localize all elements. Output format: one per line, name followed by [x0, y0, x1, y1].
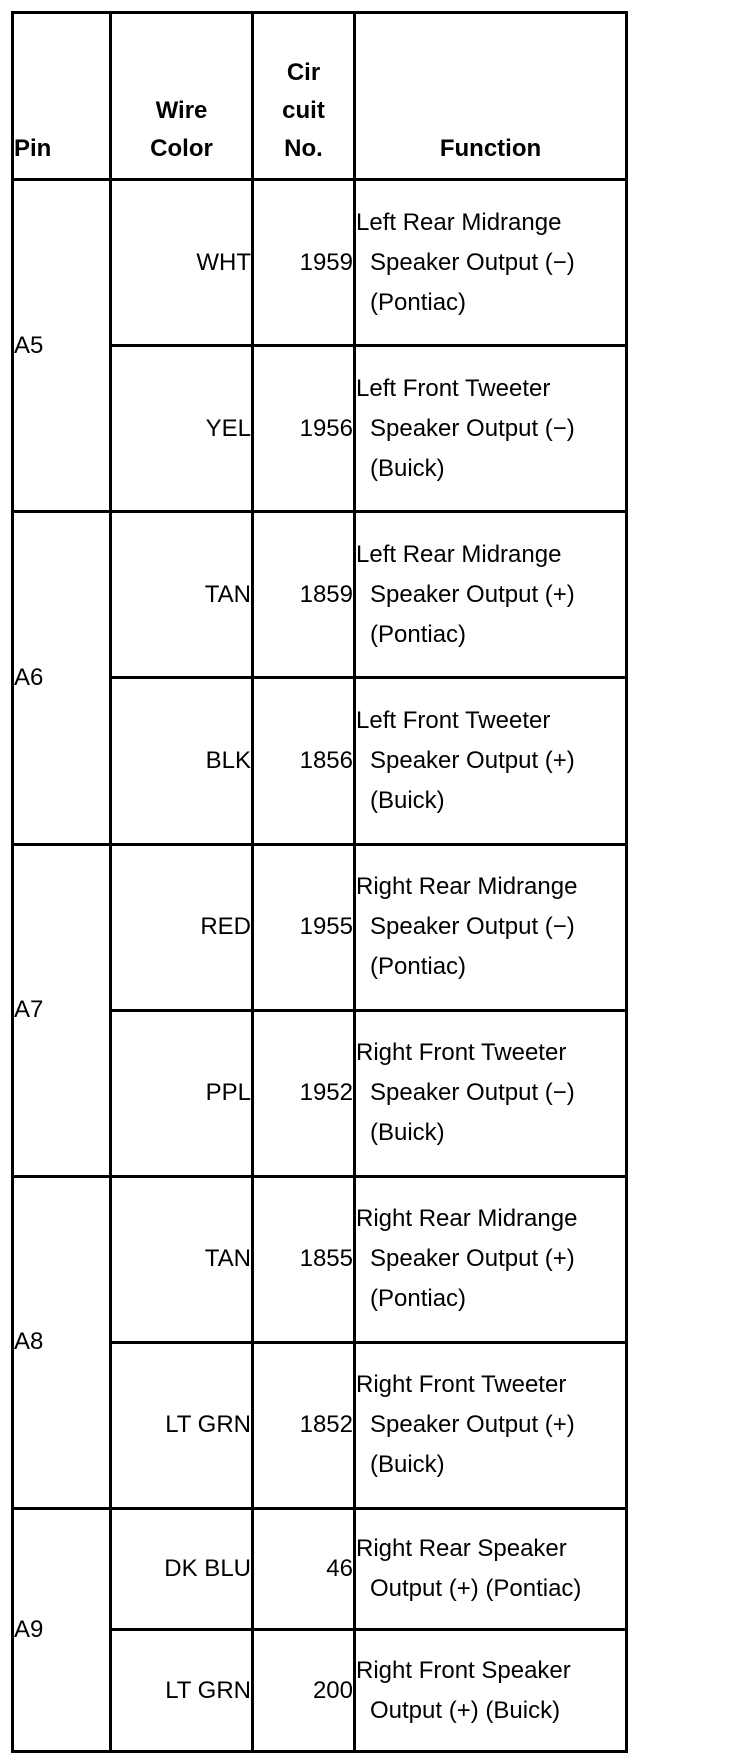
function-line: Speaker Output (−)	[370, 1079, 575, 1107]
function-line: Speaker Output (+)	[370, 580, 575, 608]
header-circuit-line: No.	[284, 135, 323, 162]
circuit-number-cell: 1956	[253, 346, 355, 512]
function-line: (Pontiac)	[370, 288, 467, 316]
function-line: Speaker Output (+)	[370, 1245, 575, 1273]
wire-color-cell: YEL	[111, 346, 253, 512]
table-row	[13, 512, 627, 678]
function-cell	[355, 180, 627, 346]
header-pin: Pin	[13, 13, 111, 180]
header-circuit-line: cuit	[282, 97, 325, 124]
function-cell	[355, 844, 627, 1010]
function-line: Speaker Output (−)	[370, 913, 575, 941]
function-cell	[355, 512, 627, 678]
wire-color-cell: PPL	[111, 1010, 253, 1176]
pin-cell: A8	[13, 1176, 111, 1508]
circuit-number-cell: 46	[253, 1509, 355, 1630]
circuit-number-cell: 1955	[253, 844, 355, 1010]
function-cell	[355, 346, 627, 512]
function-line: (Pontiac)	[370, 1285, 467, 1313]
function-line: Speaker Output (−)	[370, 414, 575, 442]
circuit-number-cell: 1959	[253, 180, 355, 346]
function-line: Right Rear Speaker	[356, 1535, 567, 1563]
circuit-number-cell: 1859	[253, 512, 355, 678]
function-line: Right Rear Midrange	[356, 873, 578, 901]
table-row	[13, 1176, 627, 1342]
table-body	[13, 180, 627, 1752]
function-cell	[355, 1342, 627, 1508]
function-line: Speaker Output (−)	[370, 248, 575, 276]
wire-color-cell: TAN	[111, 512, 253, 678]
function-line: Left Rear Midrange	[356, 208, 562, 236]
function-line: (Pontiac)	[370, 953, 467, 981]
header-wire-color-line: Color	[150, 135, 213, 162]
header-wire-color-line: Wire	[155, 97, 208, 124]
function-line: Right Front Tweeter	[356, 1371, 567, 1399]
wire-color-cell: RED	[111, 844, 253, 1010]
circuit-number-cell: 200	[253, 1630, 355, 1752]
wire-color-cell: LT GRN	[111, 1630, 253, 1752]
circuit-number-cell: 1852	[253, 1342, 355, 1508]
function-line: (Buick)	[370, 1451, 445, 1479]
function-line: (Pontiac)	[370, 620, 467, 648]
function-line: (Buick)	[370, 786, 445, 814]
wire-color-cell: BLK	[111, 678, 253, 844]
table-row	[13, 844, 627, 1010]
function-line: (Buick)	[370, 1119, 445, 1147]
wire-color-cell: TAN	[111, 1176, 253, 1342]
function-line: Right Rear Midrange	[356, 1205, 578, 1233]
function-line: Left Front Tweeter	[356, 374, 551, 402]
function-line: Output (+) (Buick)	[370, 1696, 561, 1724]
function-cell	[355, 1630, 627, 1752]
function-line: Right Front Tweeter	[356, 1039, 567, 1067]
function-line: Right Front Speaker	[356, 1656, 571, 1684]
pin-cell: A5	[13, 180, 111, 512]
header-circuit-number	[253, 13, 355, 180]
function-cell	[355, 678, 627, 844]
wiring-table	[11, 11, 628, 1753]
function-cell	[355, 1010, 627, 1176]
pin-cell: A9	[13, 1509, 111, 1752]
pin-cell: A6	[13, 512, 111, 844]
function-line: Left Rear Midrange	[356, 540, 562, 568]
wire-color-cell: DK BLU	[111, 1509, 253, 1630]
header-circuit-line: Cir	[286, 59, 321, 86]
circuit-number-cell: 1952	[253, 1010, 355, 1176]
circuit-number-cell: 1856	[253, 678, 355, 844]
circuit-number-cell: 1855	[253, 1176, 355, 1342]
function-line: Speaker Output (+)	[370, 746, 575, 774]
header-row	[13, 13, 627, 180]
function-line: (Buick)	[370, 454, 445, 482]
table-row	[13, 1509, 627, 1630]
function-cell	[355, 1509, 627, 1630]
wire-color-cell: WHT	[111, 180, 253, 346]
function-line: Left Front Tweeter	[356, 706, 551, 734]
function-line: Speaker Output (+)	[370, 1411, 575, 1439]
header-wire-color	[111, 13, 253, 180]
function-line: Output (+) (Pontiac)	[370, 1575, 582, 1603]
header-function: Function	[355, 13, 627, 180]
pin-cell: A7	[13, 844, 111, 1176]
function-cell	[355, 1176, 627, 1342]
table-row	[13, 180, 627, 346]
wire-color-cell: LT GRN	[111, 1342, 253, 1508]
